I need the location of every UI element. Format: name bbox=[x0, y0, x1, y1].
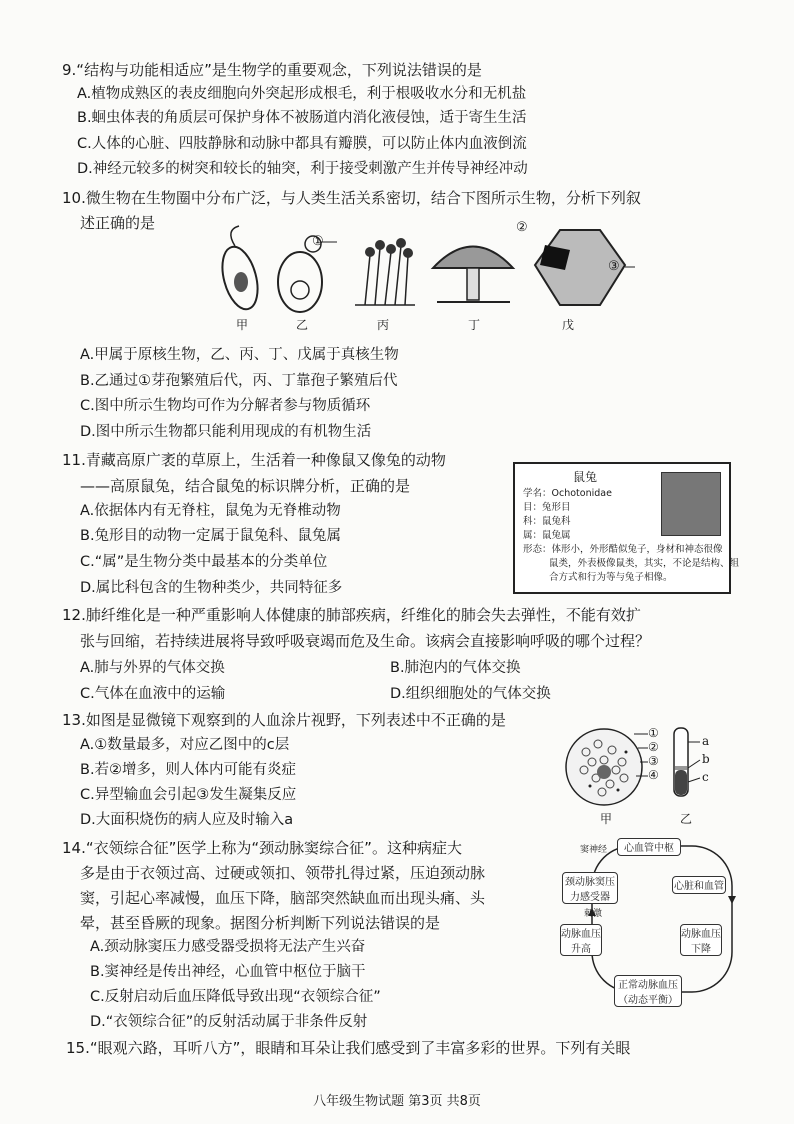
q14-stem-line3: 窦，引起心率减慢，血压下降，脑部突然缺血而出现头痛、头 bbox=[80, 889, 486, 907]
q10-stem-line2: 述正确的是 bbox=[80, 214, 156, 232]
q10-label-jia: 甲 bbox=[236, 318, 249, 332]
edge-stimulus: 刺激 bbox=[584, 909, 603, 919]
pika-card-row: 科：鼠兔科 bbox=[523, 516, 571, 527]
q13-label-jia: 甲 bbox=[600, 812, 613, 826]
node-bp-up: 动脉血压升高 bbox=[560, 924, 602, 956]
edge-sinus-nerve: 窦神经 bbox=[580, 845, 608, 855]
pika-photo bbox=[661, 472, 721, 536]
q13-option-a: A.①数量最多，对应乙图中的c层 bbox=[80, 737, 290, 753]
q11-option-b: B.兔形目的动物一定属于鼠兔科、鼠兔属 bbox=[80, 528, 342, 544]
q14-stem-line4: 晕，甚至昏厥的现象。据图分析判断下列说法错误的是 bbox=[80, 914, 441, 932]
q13-option-c: C.异型输血会引起③发生凝集反应 bbox=[80, 787, 297, 803]
q14-option-d: D.“衣领综合征”的反射活动属于非条件反射 bbox=[90, 1014, 368, 1030]
q13-tube-label-b: b bbox=[702, 752, 710, 766]
node-sinus-receptor: 颈动脉窦压力感受器 bbox=[562, 872, 618, 904]
q10-stem-line1: 10.微生物在生物圈中分布广泛，与人类生活关系密切，结合下图所示生物，分析下列叙 bbox=[62, 189, 641, 207]
q13-option-b: B.若②增多，则人体内可能有炎症 bbox=[80, 762, 297, 778]
q12-option-b: B.肺泡内的气体交换 bbox=[390, 660, 521, 676]
q12-stem-line2: 张与回缩，若持续进展将导致呼吸衰竭而危及生命。该病会直接影响呼吸的哪个过程？ bbox=[80, 632, 651, 650]
q10-marker-1: ① bbox=[312, 234, 324, 249]
q11-option-a: A.依据体内有无脊柱，鼠兔为无脊椎动物 bbox=[80, 503, 341, 519]
q11-option-c: C.“属”是生物分类中最基本的分类单位 bbox=[80, 554, 328, 570]
q9-option-a: A.植物成熟区的表皮细胞向外突起形成根毛，利于根吸收水分和无机盐 bbox=[77, 86, 527, 102]
q12-option-a: A.肺与外界的气体交换 bbox=[80, 660, 225, 676]
q12-option-c: C.气体在血液中的运输 bbox=[80, 686, 226, 702]
q9-option-b: B.蛔虫体表的角质层可保护身体不被肠道内消化液侵蚀，适于寄生生活 bbox=[77, 110, 527, 126]
pika-id-card bbox=[513, 462, 740, 594]
q14-stem-line2: 多是由于衣领过高、过硬或领扣、领带扎得过紧，压迫颈动脉 bbox=[80, 864, 486, 882]
q13-marker-3: ③ bbox=[648, 754, 659, 768]
q12-option-d: D.组织细胞处的气体交换 bbox=[390, 686, 551, 702]
q10-label-yi: 乙 bbox=[296, 318, 309, 332]
q10-marker-3: ③ bbox=[608, 259, 620, 274]
node-bp-down: 动脉血压下降 bbox=[680, 924, 722, 956]
q13-tube-label-c: c bbox=[702, 770, 709, 784]
q10-option-d: D.图中所示生物都只能利用现成的有机物生活 bbox=[80, 424, 372, 440]
q10-option-b: B.乙通过①芽孢繁殖后代，丙、丁靠孢子繁殖后代 bbox=[80, 373, 398, 389]
q10-option-c: C.图中所示生物均可作为分解者参与物质循环 bbox=[80, 398, 371, 414]
q13-stem: 13.如图是显微镜下观察到的人血涂片视野，下列表述中不正确的是 bbox=[62, 711, 506, 729]
node-cardiovascular-center: 心血管中枢 bbox=[617, 838, 681, 856]
q13-marker-4: ④ bbox=[648, 768, 659, 782]
q10-label-ding: 丁 bbox=[468, 318, 481, 332]
q10-marker-2: ② bbox=[516, 220, 528, 235]
q14-option-a: A.颈动脉窦压力感受器受损将无法产生兴奋 bbox=[90, 939, 366, 955]
q13-tube-label-a: a bbox=[702, 734, 710, 748]
q10-label-wu: 戊 bbox=[562, 318, 575, 332]
q10-label-bing: 丙 bbox=[377, 318, 390, 332]
q13-option-d: D.大面积烧伤的病人应及时输入a bbox=[80, 812, 294, 828]
node-normal-bp: 正常动脉血压（动态平衡） bbox=[614, 975, 682, 1007]
q9-option-c: C.人体的心脏、四肢静脉和动脉中都具有瓣膜，可以防止体内血液倒流 bbox=[77, 136, 527, 152]
q11-stem-line2: ——高原鼠兔，结合鼠兔的标识牌分析，正确的是 bbox=[80, 477, 411, 495]
q13-label-yi: 乙 bbox=[680, 812, 693, 826]
q14-option-c: C.反射启动后血压降低导致出现“衣领综合征” bbox=[90, 989, 381, 1005]
q9-option-d: D.神经元较多的树突和较长的轴突，利于接受刺激产生并传导神经冲动 bbox=[77, 161, 528, 177]
pika-card-title: 鼠兔 bbox=[572, 470, 597, 484]
q15-stem: 15.“眼观六路，耳听八方”，眼睛和耳朵让我们感受到了丰富多彩的世界。下列有关眼 bbox=[66, 1039, 631, 1057]
q10-option-a: A.甲属于原核生物，乙、丙、丁、戊属于真核生物 bbox=[80, 347, 399, 363]
q9-stem: 9.“结构与功能相适应”是生物学的重要观念，下列说法错误的是 bbox=[62, 61, 482, 79]
q14-option-b: B.窦神经是传出神经，心血管中枢位于脑干 bbox=[90, 964, 366, 980]
pika-card-row: 属：鼠兔属 bbox=[523, 530, 571, 541]
pika-card-row: 鼠类，外表极像鼠类，其实，不论是结构、组 bbox=[549, 558, 740, 569]
pika-card-row: 合方式和行为等与兔子相像。 bbox=[549, 572, 673, 583]
node-heart-vessels: 心脏和血管 bbox=[672, 876, 726, 894]
page-footer: 八年级生物试题 第3页 共8页 bbox=[313, 1094, 481, 1109]
pika-card-row: 学名：Ochotonidae bbox=[523, 488, 612, 499]
q14-stem-line1: 14.“衣领综合征”医学上称为“颈动脉窦综合征”。这种病症大 bbox=[62, 839, 462, 857]
pika-card-row: 形态：体形小，外形酷似兔子，身材和神态很像 bbox=[523, 544, 723, 555]
q11-option-d: D.属比科包含的生物种类少，共同特征多 bbox=[80, 580, 343, 596]
q13-marker-1: ① bbox=[648, 726, 659, 740]
q11-stem-line1: 11.青藏高原广袤的草原上，生活着一种像鼠又像兔的动物 bbox=[62, 451, 446, 469]
q12-stem-line1: 12.肺纤维化是一种严重影响人体健康的肺部疾病，纤维化的肺会失去弹性，不能有效扩 bbox=[62, 606, 641, 624]
q13-marker-2: ② bbox=[648, 740, 659, 754]
pika-card-row: 目：兔形目 bbox=[523, 502, 571, 513]
